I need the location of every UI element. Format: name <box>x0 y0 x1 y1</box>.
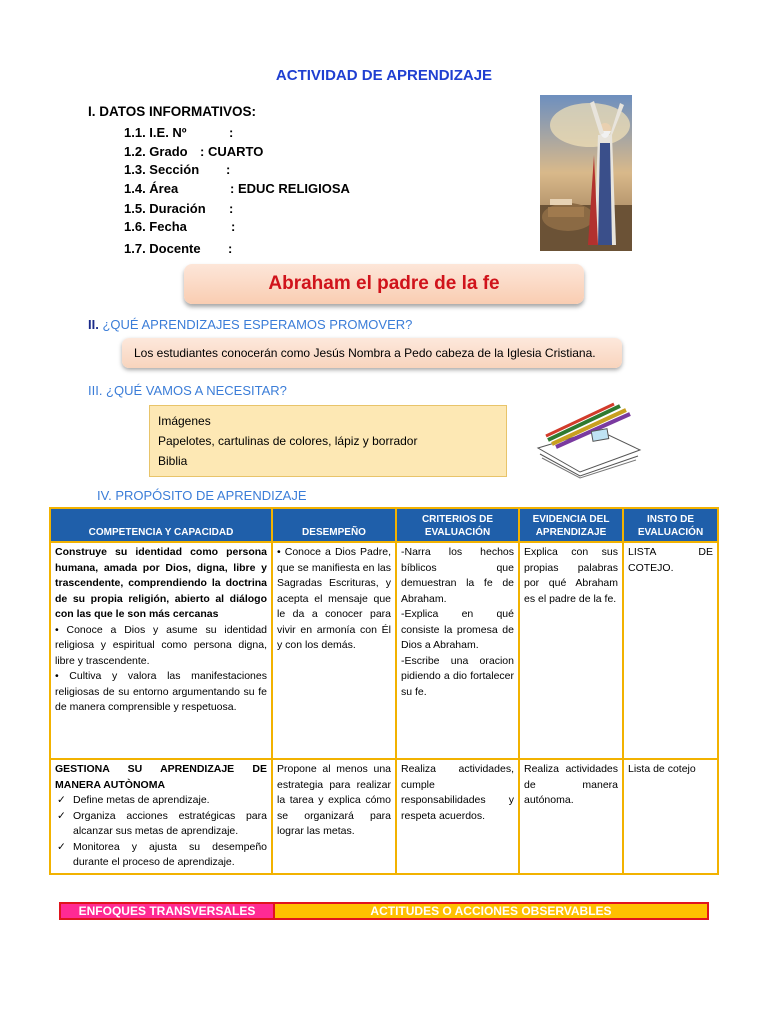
criterios-cell: Realiza actividades, cumple responsabilidades y respeta acuerdos. <box>396 759 519 874</box>
lesson-title-banner: Abraham el padre de la fe <box>184 264 584 304</box>
checkmark-icon: ✓ <box>57 809 66 822</box>
checkmark-icon: ✓ <box>57 840 66 853</box>
learning-objective-box: Los estudiantes conocerán como Jesús Nombra a Pedo cabeza de la Iglesia Cristiana. <box>122 338 622 368</box>
instrumento-cell: Lista de cotejo <box>623 759 718 874</box>
criterio-item: -Escribe una oracion pidiendo a dio fortalecer su fe. <box>401 654 514 698</box>
header-criterios: CRITERIOS DE EVALUACIÓN <box>396 508 519 542</box>
evidencia-cell: Realiza actividades de manera autónoma. <box>519 759 623 874</box>
header-competencia: COMPETENCIA Y CAPACIDAD <box>50 508 272 542</box>
section-1-heading: I. DATOS INFORMATIVOS: <box>88 104 256 119</box>
header-instrumento: INSTO DE EVALUACIÓN <box>623 508 718 542</box>
desempeno-cell: • Conoce a Dios Padre, que se manifiesta en las Sagradas Escrituras, y acepta el mensaje que le da a conocer para vivir en armonía con Él y con los demás. <box>272 542 396 759</box>
table-row <box>50 542 718 759</box>
transversal-approaches-bar <box>59 902 709 920</box>
learning-purpose-table <box>49 507 719 875</box>
pencils-and-papers-clipart <box>528 400 646 480</box>
page-title: ACTIVIDAD DE APRENDIZAJE <box>275 67 493 84</box>
list-item: ✓ Define metas de aprendizaje. <box>55 793 267 809</box>
list-item: Biblia <box>158 454 188 468</box>
instrumento-cell: LISTA DE COTEJO. <box>623 542 718 759</box>
enfoques-label: ENFOQUES TRANSVERSALES <box>61 904 273 918</box>
info-row-grado: 1.2. Grado : CUARTO <box>124 144 264 159</box>
header-desempeno: DESEMPEÑO <box>272 508 396 542</box>
table-header-row <box>50 508 718 542</box>
checkmark-icon: ✓ <box>57 794 66 806</box>
list-item: Imágenes <box>158 414 211 428</box>
abraham-praying-photo <box>540 95 632 251</box>
materials-box <box>149 405 507 477</box>
info-row-ie: 1.1. I.E. Nº : <box>124 125 234 140</box>
section-4-heading: IV. PROPÓSITO DE APRENDIZAJE <box>97 488 307 503</box>
section-3-heading: III. ¿QUÉ VAMOS A NECESITAR? <box>88 383 287 398</box>
capacidad-item: • Cultiva y valora las manifestaciones religiosas de su entorno argumentando su fe de manera comprensible y respetuosa. <box>55 670 267 713</box>
desempeno-cell: Propone al menos una estrategia para realizar la tarea y explica cómo se organizará para lograr las metas. <box>272 759 396 874</box>
evidencia-cell: Explica con sus propias palabras por qué Abraham es el padre de la fe. <box>519 542 623 759</box>
info-row-seccion: 1.3. Sección : <box>124 162 231 177</box>
section-2-heading: II. ¿QUÉ APRENDIZAJES ESPERAMOS PROMOVER? <box>88 317 413 332</box>
actitudes-label: ACTITUDES O ACCIONES OBSERVABLES <box>273 904 707 918</box>
capacidad-checklist <box>55 793 267 871</box>
info-row-area: 1.4. Área : EDUC RELIGIOSA <box>124 181 350 196</box>
criterio-item: -Narra los hechos bíblicos que demuestran la fe de Abraham. <box>401 546 514 605</box>
info-row-docente: 1.7. Docente : <box>124 241 233 256</box>
table-row <box>50 759 718 874</box>
list-item: Papelotes, cartulinas de colores, lápiz y borrador <box>158 434 418 448</box>
info-row-fecha: 1.6. Fecha : <box>124 219 236 234</box>
header-evidencia: EVIDENCIA DEL APRENDIZAJE <box>519 508 623 542</box>
criterio-item: -Explica en qué consiste la promesa de Dios a Abraham. <box>401 608 514 651</box>
capacidad-item: • Conoce a Dios y asume su identidad religiosa y espiritual como persona digna, libre y trascendente. <box>55 623 267 667</box>
criterios-cell <box>396 542 519 759</box>
list-item: ✓ Monitorea y ajusta su desempeño durante el proceso de aprendizaje. <box>57 840 267 868</box>
list-item: ✓ Organiza acciones estratégicas para alcanzar sus metas de aprendizaje. <box>57 809 267 837</box>
competencia-text: GESTIONA SU APRENDIZAJE DE MANERA AUTÒNOMA <box>55 763 267 791</box>
competencia-text: Construye su identidad como persona humana, amada por Dios, digna, libre y trascendente, comprendiendo la doctrina de su propia religión, abierto al diálogo con las que le son más cercanas <box>55 546 267 620</box>
info-row-duracion: 1.5. Duración : <box>124 201 234 216</box>
